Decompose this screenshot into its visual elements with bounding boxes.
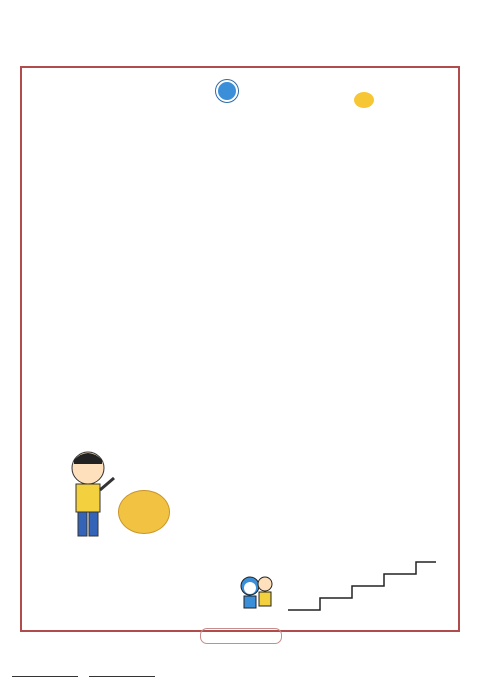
worksheet-frame [20,66,460,632]
doraemon-duo-illustration [238,572,274,612]
footer [8,670,159,680]
date-line [89,676,155,677]
doraemon-icon [216,80,238,102]
name-line [12,676,78,677]
progress-stairs [288,558,438,614]
star-mascot-icon [354,92,374,108]
after-practice-coin [118,490,170,534]
boy-illustration [58,446,118,542]
page-ornament [200,628,282,644]
